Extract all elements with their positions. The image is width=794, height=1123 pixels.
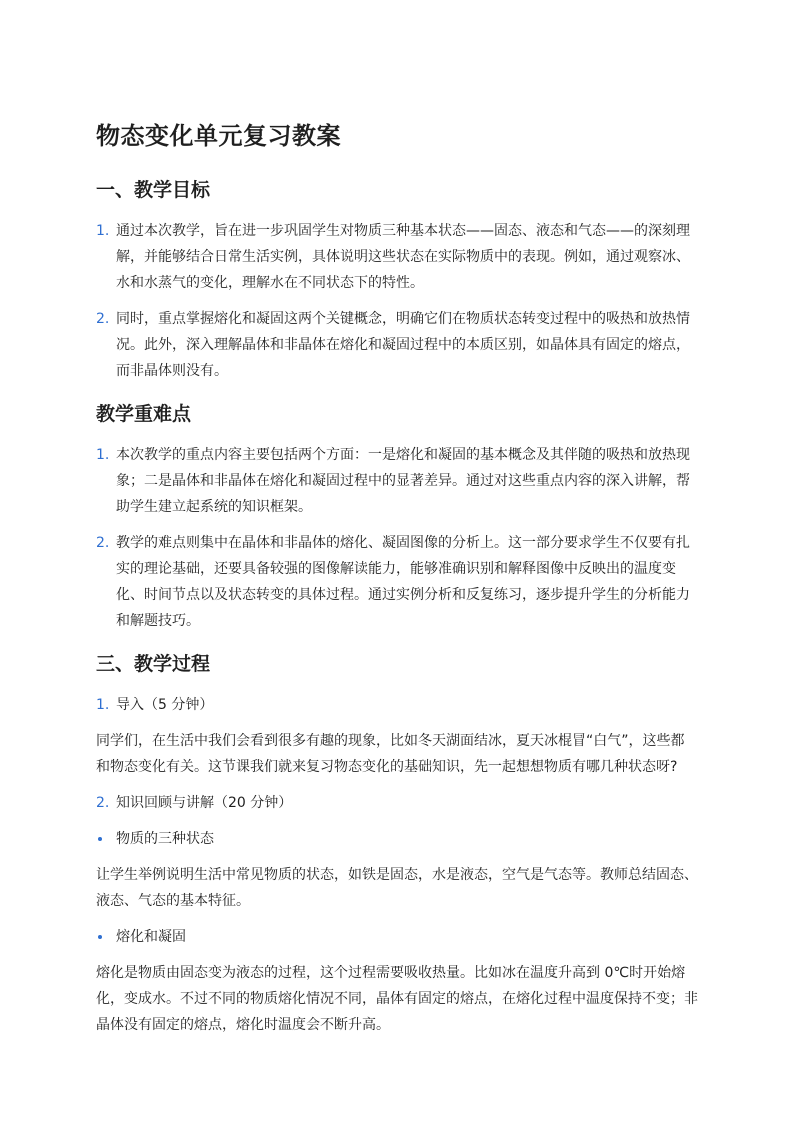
list-item (96, 530, 698, 634)
document-title: 物态变化单元复习教案 (96, 122, 341, 150)
section-key-difficulties (96, 400, 698, 634)
paragraph: 让学生举例说明生活中常见物质的状态，如铁是固态，水是液态，空气是气态等。教师总结固态、液态、气态的基本特征。 (96, 867, 698, 909)
bullet-item (96, 924, 698, 950)
list-number: 2. (96, 795, 110, 811)
section-teaching-process (96, 650, 698, 1038)
list-item (96, 218, 698, 296)
list-number: 1. (96, 697, 110, 713)
list-item (96, 442, 698, 520)
list-item (96, 790, 698, 816)
bullet-dot-icon (98, 935, 102, 939)
list-item-text: 本次教学的重点内容主要包括两个方面：一是熔化和凝固的基本概念及其伴随的吸热和放热现象；二是晶体和非晶体在熔化和凝固过程中的显著差异。通过对这些重点内容的深入讲解，帮助学生建立起系统的知识框架。 (116, 447, 690, 515)
bullet-item-text: 熔化和凝固 (116, 929, 186, 945)
section-heading: 一、教学目标 (96, 179, 211, 201)
bullet-item-text: 物质的三种状态 (116, 831, 214, 847)
list-item-text: 知识回顾与讲解（20 分钟） (116, 795, 293, 811)
paragraph: 同学们，在生活中我们会看到很多有趣的现象，比如冬天湖面结冰，夏天冰棍冒“白气”，这些都和物态变化有关。这节课我们就来复习物态变化的基础知识，先一起想想物质有哪几种状态呀? (96, 733, 685, 775)
list-number: 2. (96, 535, 110, 551)
list-item (96, 692, 698, 718)
list-item (96, 306, 698, 384)
bullet-dot-icon (98, 837, 102, 841)
list-item-text: 通过本次教学，旨在进一步巩固学生对物质三种基本状态——固态、液态和气态——的深刻理解，并能够结合日常生活实例，具体说明这些状态在实际物质中的表现。例如，通过观察冰、水和水蒸气的变化，理解水在不同状态下的特性。 (116, 223, 690, 291)
section-heading: 三、教学过程 (96, 653, 211, 675)
list-number: 1. (96, 447, 110, 463)
paragraph: 熔化是物质由固态变为液态的过程，这个过程需要吸收热量。比如冰在温度升高到 0℃时开始熔化，变成水。不过不同的物质熔化情况不同，晶体有固定的熔点，在熔化过程中温度保持不变；非晶体没有固定的熔点，熔化时温度会不断升高。 (96, 965, 698, 1033)
section-teaching-goals (96, 176, 698, 384)
list-number: 1. (96, 223, 110, 239)
list-number: 2. (96, 311, 110, 327)
list-item-text: 同时，重点掌握熔化和凝固这两个关键概念，明确它们在物质状态转变过程中的吸热和放热情况。此外，深入理解晶体和非晶体在熔化和凝固过程中的本质区别，如晶体具有固定的熔点，而非晶体则没有。 (116, 311, 690, 379)
bullet-item (96, 826, 698, 852)
section-heading: 教学重难点 (96, 403, 192, 425)
list-item-text: 教学的难点则集中在晶体和非晶体的熔化、凝固图像的分析上。这一部分要求学生不仅要有扎实的理论基础，还要具备较强的图像解读能力，能够准确识别和解释图像中反映出的温度变化、时间节点以及状态转变的具体过程。通过实例分析和反复练习，逐步提升学生的分析能力和解题技巧。 (116, 535, 690, 629)
list-item-text: 导入（5 分钟） (116, 697, 214, 713)
